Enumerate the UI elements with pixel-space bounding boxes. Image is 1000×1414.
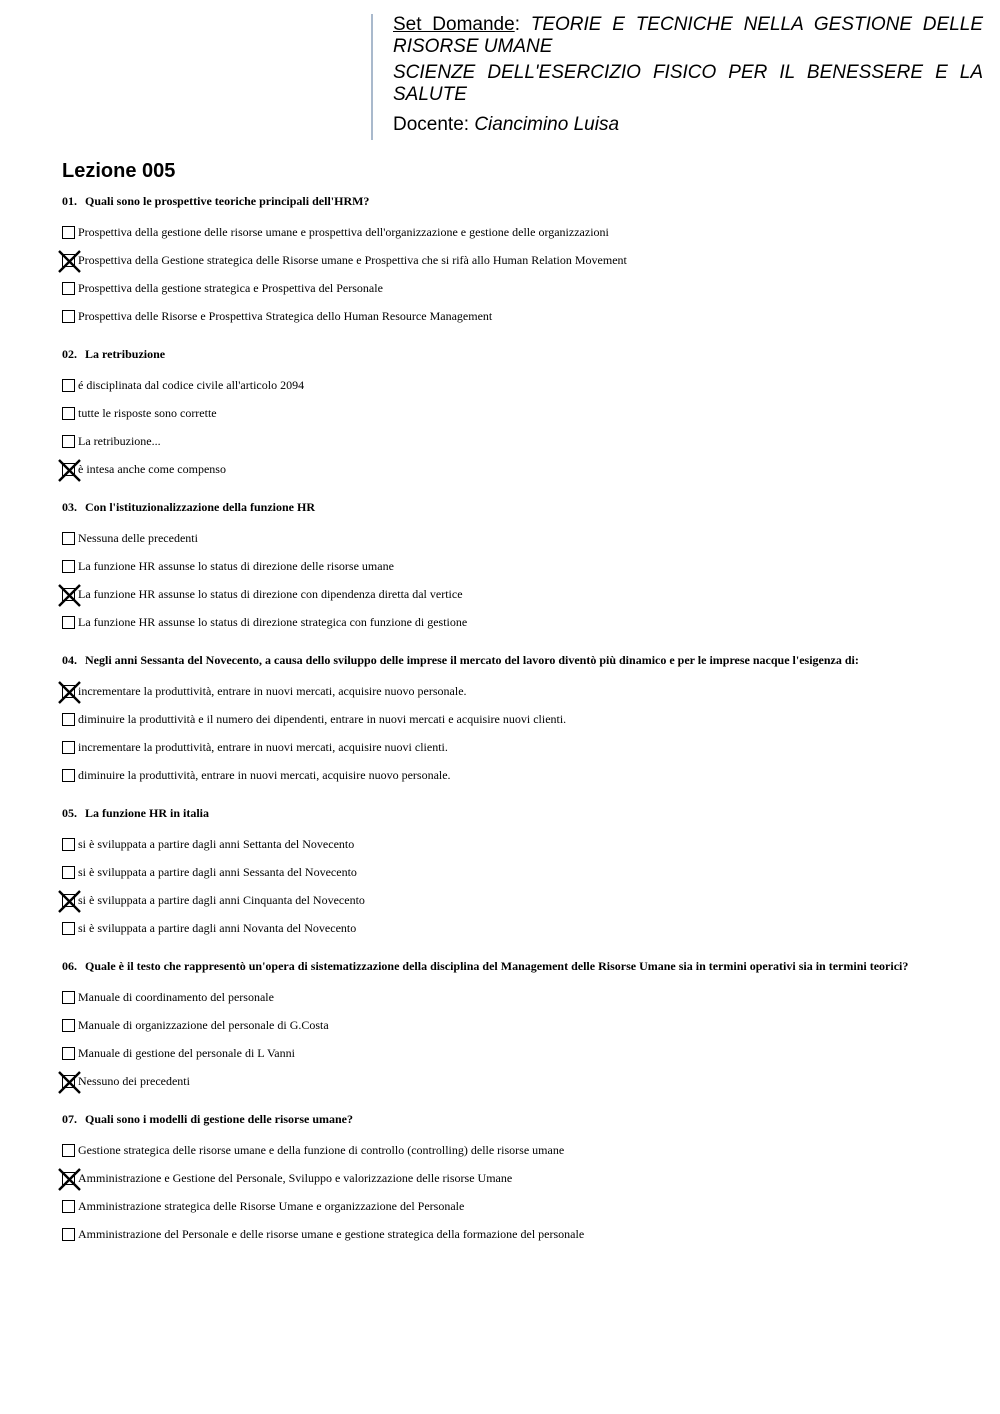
question-text [62, 960, 922, 973]
answer-option[interactable] [62, 399, 922, 427]
answer-label: Prospettiva della gestione strategica e Prospettiva del Personale [78, 280, 383, 295]
answer-option[interactable] [62, 427, 922, 455]
answer-label: La retribuzione... [78, 433, 161, 448]
answer-option[interactable] [62, 1011, 922, 1039]
checkbox-checked[interactable] [62, 254, 75, 267]
answer-option[interactable] [62, 983, 922, 1011]
question-text [62, 195, 922, 208]
answer-label: diminuire la produttività e il numero dei dipendenti, entrare in nuovi mercati e acquisire nuovi clienti. [78, 711, 567, 726]
checkbox[interactable] [62, 769, 75, 782]
answer-option[interactable] [62, 677, 922, 705]
answer-label: La funzione HR assunse lo status di direzione strategica con funzione di gestione [78, 614, 468, 629]
answer-label: Manuale di gestione del personale di L Vanni [78, 1045, 295, 1060]
document-header [371, 14, 983, 140]
answer-label: Nessuna delle precedenti [78, 530, 198, 545]
question-number: 06. [62, 959, 77, 973]
answer-label: Nessuno dei precedenti [78, 1073, 190, 1088]
question-label: Quali sono i modelli di gestione delle risorse umane? [85, 1112, 354, 1126]
answer-label: Prospettiva della gestione delle risorse umane e prospettiva dell'organizzazione e gestione delle organizzazioni [78, 224, 609, 239]
answer-option[interactable] [62, 218, 922, 246]
question-02 [62, 348, 922, 483]
lesson-title: Lezione 005 [62, 160, 176, 182]
checkbox[interactable] [62, 838, 75, 851]
checkbox[interactable] [62, 616, 75, 629]
program-name: SCIENZE DELL'ESERCIZIO FISICO PER IL BENESSERE E LA SALUTE [393, 62, 983, 105]
docente-label: Docente: [393, 114, 470, 135]
checkbox[interactable] [62, 226, 75, 239]
checkbox[interactable] [62, 713, 75, 726]
answer-label: tutte le risposte sono corrette [78, 405, 217, 420]
answer-label: Amministrazione del Personale e delle risorse umane e gestione strategica della formazione del personale [78, 1226, 585, 1241]
docente-line [393, 114, 983, 136]
docente-name: Ciancimino Luisa [474, 114, 620, 135]
question-label: Con l'istituzionalizzazione della funzione HR [85, 500, 315, 514]
question-04 [62, 654, 922, 789]
checkbox[interactable] [62, 282, 75, 295]
checkbox-checked[interactable] [62, 894, 75, 907]
checkbox-checked[interactable] [62, 1172, 75, 1185]
answer-option[interactable] [62, 1192, 922, 1220]
answer-option[interactable] [62, 302, 922, 330]
answer-label: si è sviluppata a partire dagli anni Settanta del Novecento [78, 836, 355, 851]
checkbox[interactable] [62, 407, 75, 420]
question-05 [62, 807, 922, 942]
answer-label: Prospettiva della Gestione strategica delle Risorse umane e Prospettiva che si rifà allo Human Relation Movement [78, 252, 627, 267]
answer-label: La funzione HR assunse lo status di direzione con dipendenza diretta dal vertice [78, 586, 463, 601]
question-06 [62, 960, 922, 1095]
answer-option[interactable] [62, 1039, 922, 1067]
answer-label: Manuale di organizzazione del personale di G.Costa [78, 1017, 329, 1032]
x-mark-icon [58, 1071, 81, 1094]
x-mark-icon [58, 459, 81, 482]
question-list [62, 195, 922, 1266]
answer-label: è intesa anche come compenso [78, 461, 226, 476]
answer-label: diminuire la produttività, entrare in nuovi mercati, acquisire nuovo personale. [78, 767, 451, 782]
answer-label: incrementare la produttività, entrare in nuovi mercati, acquisire nuovo personale. [78, 683, 467, 698]
answer-option[interactable] [62, 246, 922, 274]
question-text [62, 501, 922, 514]
checkbox[interactable] [62, 1047, 75, 1060]
checkbox[interactable] [62, 1200, 75, 1213]
answer-option[interactable] [62, 552, 922, 580]
question-03 [62, 501, 922, 636]
question-label: Quali sono le prospettive teoriche principali dell'HRM? [85, 194, 370, 208]
answer-option[interactable] [62, 580, 922, 608]
checkbox[interactable] [62, 922, 75, 935]
question-07 [62, 1113, 922, 1248]
answer-option[interactable] [62, 886, 922, 914]
checkbox[interactable] [62, 866, 75, 879]
answer-option[interactable] [62, 524, 922, 552]
x-mark-icon [58, 681, 81, 704]
answer-label: Amministrazione e Gestione del Personale, Sviluppo e valorizzazione delle risorse Umane [78, 1170, 513, 1185]
answer-option[interactable] [62, 830, 922, 858]
checkbox-checked[interactable] [62, 685, 75, 698]
answer-option[interactable] [62, 858, 922, 886]
question-number: 07. [62, 1112, 77, 1126]
checkbox[interactable] [62, 1228, 75, 1241]
answer-label: si è sviluppata a partire dagli anni Novanta del Novecento [78, 920, 357, 935]
answer-option[interactable] [62, 705, 922, 733]
set-label: Set Domande [393, 14, 515, 35]
question-01 [62, 195, 922, 330]
answer-option[interactable] [62, 1067, 922, 1095]
question-label: Negli anni Sessanta del Novecento, a causa dello sviluppo delle imprese il mercato del lavoro diventò più dinamico e per le imprese nacque l'esigenza di: [85, 653, 859, 667]
checkbox[interactable] [62, 435, 75, 448]
answer-label: Amministrazione strategica delle Risorse Umane e organizzazione del Personale [78, 1198, 465, 1213]
question-number: 02. [62, 347, 77, 361]
answer-label: si è sviluppata a partire dagli anni Cinquanta del Novecento [78, 892, 365, 907]
answer-option[interactable] [62, 371, 922, 399]
set-title-line [393, 14, 983, 58]
question-number: 04. [62, 653, 77, 667]
question-text [62, 807, 922, 820]
x-mark-icon [58, 250, 81, 273]
answer-label: Prospettiva delle Risorse e Prospettiva Strategica dello Human Resource Management [78, 308, 493, 323]
answer-label: si è sviluppata a partire dagli anni Sessanta del Novecento [78, 864, 357, 879]
answer-option[interactable] [62, 733, 922, 761]
answer-option[interactable] [62, 914, 922, 942]
answer-label: é disciplinata dal codice civile all'articolo 2094 [78, 377, 305, 392]
answer-option[interactable] [62, 1164, 922, 1192]
answer-option[interactable] [62, 455, 922, 483]
set-separator: : [514, 14, 520, 35]
checkbox[interactable] [62, 310, 75, 323]
x-mark-icon [58, 1168, 81, 1191]
question-label: La retribuzione [85, 347, 166, 361]
answer-option[interactable] [62, 274, 922, 302]
answer-option[interactable] [62, 1220, 922, 1248]
answer-option[interactable] [62, 608, 922, 636]
x-mark-icon [58, 584, 81, 607]
checkbox[interactable] [62, 991, 75, 1004]
checkbox[interactable] [62, 379, 75, 392]
answer-label: La funzione HR assunse lo status di direzione delle risorse umane [78, 558, 394, 573]
question-number: 01. [62, 194, 77, 208]
checkbox[interactable] [62, 1019, 75, 1032]
question-label: Quale è il testo che rappresentò un'opera di sistematizzazione della disciplina del Management delle Risorse Umane sia in termini operativi sia in termini teorici? [85, 959, 909, 973]
checkbox[interactable] [62, 1144, 75, 1157]
checkbox-checked[interactable] [62, 1075, 75, 1088]
checkbox[interactable] [62, 741, 75, 754]
checkbox[interactable] [62, 532, 75, 545]
answer-option[interactable] [62, 761, 922, 789]
checkbox-checked[interactable] [62, 588, 75, 601]
checkbox-checked[interactable] [62, 463, 75, 476]
course-title: TEORIE E TECNICHE NELLA GESTIONE DELLE RISORSE UMANE [393, 14, 984, 57]
answer-label: incrementare la produttività, entrare in nuovi mercati, acquisire nuovi clienti. [78, 739, 448, 754]
question-label: La funzione HR in italia [85, 806, 210, 820]
checkbox[interactable] [62, 560, 75, 573]
answer-label: Manuale di coordinamento del personale [78, 989, 274, 1004]
answer-label: Gestione strategica delle risorse umane e della funzione di controllo (controlling) delle risorse umane [78, 1142, 565, 1157]
question-text [62, 1113, 922, 1126]
answer-option[interactable] [62, 1136, 922, 1164]
question-text [62, 348, 922, 361]
question-number: 05. [62, 806, 77, 820]
question-number: 03. [62, 500, 77, 514]
question-text [62, 654, 922, 667]
x-mark-icon [58, 890, 81, 913]
